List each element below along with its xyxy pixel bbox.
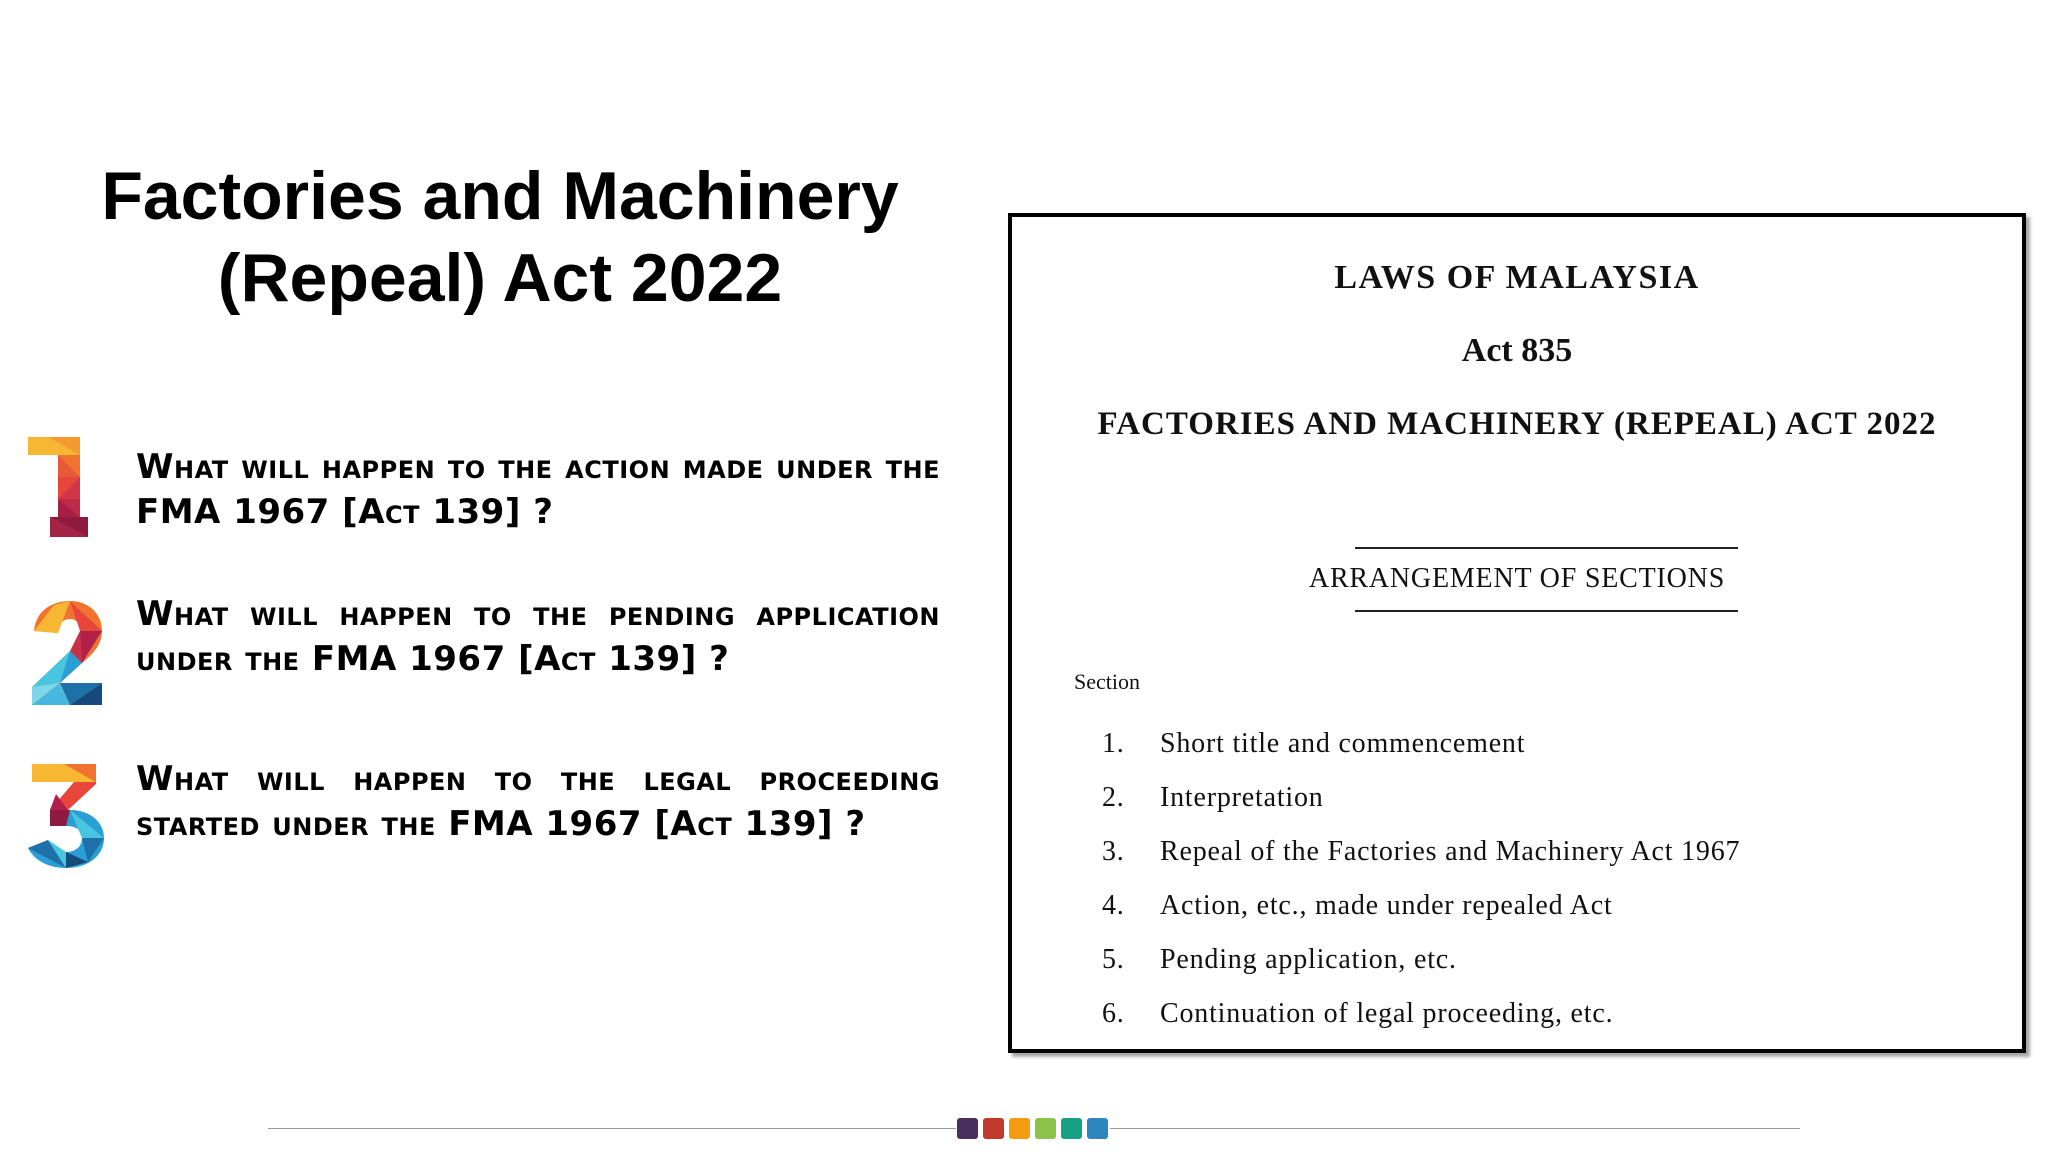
section-title: Short title and commencement (1160, 728, 1526, 759)
question-3: What will happen to the legal proceeding started under the FMA 1967 [Act 139] ? (136, 759, 940, 844)
footer-divider-left (268, 1128, 956, 1129)
arrangement-heading: ARRANGEMENT OF SECTIONS (1308, 563, 1726, 594)
section-title: Action, etc., made under repealed Act (1160, 890, 1613, 921)
act-name: FACTORIES AND MACHINERY (REPEAL) ACT 2022 (1097, 406, 1937, 442)
section-number: 2. (1102, 782, 1125, 813)
footer-square-icon (1035, 1118, 1056, 1139)
question-1: What will happen to the action made under the FMA 1967 [Act 139] ? (136, 447, 940, 532)
section-item (1102, 987, 1740, 1041)
footer-square-icon (1009, 1118, 1030, 1139)
document-heading: LAWS OF MALAYSIA (1334, 259, 1700, 296)
divider-top (1355, 547, 1738, 549)
act-number: Act 835 (1461, 332, 1573, 369)
section-item (1102, 879, 1740, 933)
act-document-excerpt (1008, 213, 2026, 1053)
footer-square-icon (957, 1118, 978, 1139)
section-number: 1. (1102, 728, 1125, 759)
section-number: 4. (1102, 890, 1125, 921)
section-title: Repeal of the Factories and Machinery Act 1967 (1160, 836, 1741, 867)
divider-bottom (1355, 610, 1738, 612)
section-number: 3. (1102, 836, 1125, 867)
footer-square-icon (1061, 1118, 1082, 1139)
section-item (1102, 933, 1740, 987)
title-line-2: (Repeal) Act 2022 (217, 240, 783, 316)
footer-divider-right (1110, 1128, 1800, 1129)
section-number: 6. (1102, 998, 1125, 1029)
section-item (1102, 771, 1740, 825)
number-3-icon (26, 764, 104, 868)
section-title: Interpretation (1160, 782, 1324, 813)
sections-list (1102, 717, 1740, 1041)
number-1-icon (28, 437, 88, 537)
section-item (1102, 717, 1740, 771)
footer-square-icon (1087, 1118, 1108, 1139)
section-title: Pending application, etc. (1160, 944, 1457, 975)
section-number: 5. (1102, 944, 1125, 975)
title-line-1: Factories and Machinery (101, 158, 899, 234)
footer-square-icon (983, 1118, 1004, 1139)
section-item (1102, 825, 1740, 879)
number-2-icon (30, 601, 106, 709)
page-title (40, 155, 960, 319)
question-2: What will happen to the pending application under the FMA 1967 [Act 139] ? (136, 594, 940, 679)
section-title: Continuation of legal proceeding, etc. (1160, 998, 1614, 1029)
section-label: Section (1074, 669, 1140, 694)
